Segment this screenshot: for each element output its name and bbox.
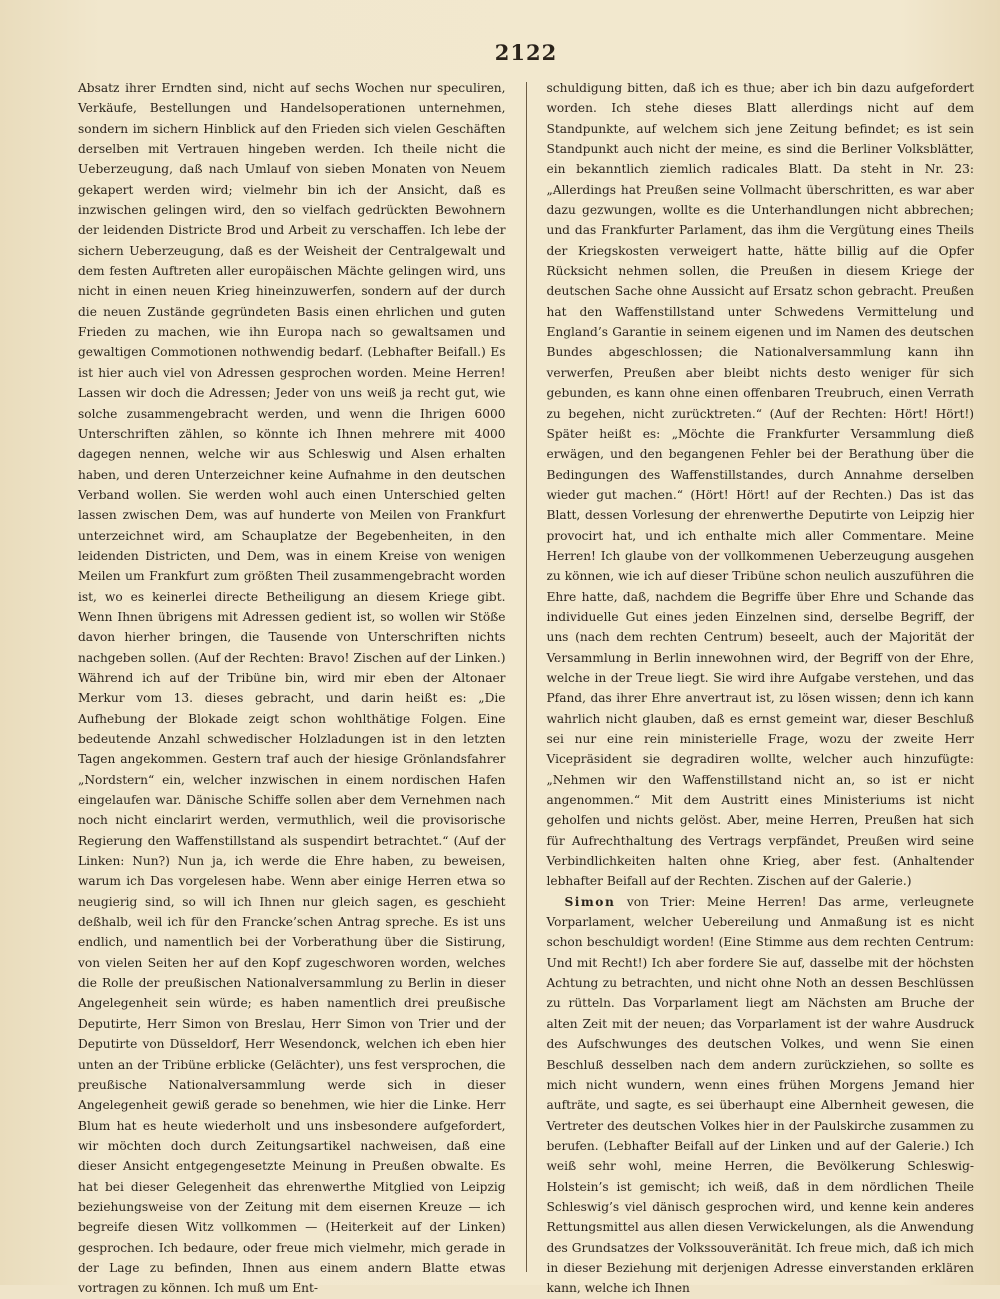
page-number: 2122 [494,40,558,65]
left-column [78,78,506,1296]
speaker-speech: von Trier: Meine Herren! Das arme, verleugnete Vorparlament, welcher Uebereilung und Anmaßung ist es nicht schon beschuldigt worden! (Eine Stimme aus dem rechten Centrum: Und mit Recht!) Ich aber fordere Sie auf, dasselbe mit der höchsten Achtung zu betrachten, und nicht ohne Noth an dessen Beschlüssen zu rütteln. Das Vorparlament liegt am Nächsten am Bruche der alten Zeit mit der neuen; das Vorparlament ist der wahre Ausdruck des Aufschwunges des deutschen Volkes, und wenn Sie einen Beschluß desselben nach dem andern zurückziehen, so sollte es mich nicht wundern, wenn eines frühen Morgens Jemand hier aufträte, und sagte, es sei überhaupt eine Albernheit gewesen, die Vertreter des deutschen Volkes hier in der Paulskirche zusammen zu berufen. (Lebhafter Beifall auf der Linken und auf der Galerie.) Ich weiß sehr wohl, meine Herren, die Bevölkerung Schleswig-Holstein’s ist gemischt; ich weiß, daß in dem nördlichen Theile Schleswig’s viel dänisch gesprochen wird, und kenne kein anderes Rettungsmittel aus allen diesen Verwickelungen, als die Anwendung des Grundsatzes der Volkssouveränität. Ich freue mich, daß ich mich in dieser Beziehung mit derjenigen Adresse einverstanden erklären kann, welche ich Ihnen [546,894,974,1296]
right-paragraph-1: schuldigung bitten, daß ich es thue; aber ich bin dazu aufgefordert worden. Ich stehe dieses Blatt allerdings nicht auf dem Standpunkte, auf welchem sich jene Zeitung befindet; es ist sein Standpunkt auch nicht der meine, es sind die Berliner Volksblätter, ein bekanntlich ziemlich radicales Blatt. Da steht in Nr. 23: „Allerdings hat Preußen seine Vollmacht überschritten, es war aber dazu gezwungen, wollte es die Unterhandlungen nicht abbrechen; und das Frankfurter Parlament, das ihm die Vergütung eines Theils der Kriegskosten verweigert hatte, hätte billig auf die Opfer Rücksicht nehmen sollen, die Preußen in diesem Kriege der deutschen Sache ohne Aussicht auf Ersatz schon gebracht. Preußen hat den Waffenstillstand unter Schwedens Vermittelung und England’s Garantie in seinem eigenen und im Namen des deutschen Bundes abgeschlossen; die Nationalversammlung kann ihn verwerfen, Preußen aber bleibt nichts desto weniger für sich gebunden, es kann ohne einen offenbaren Treubruch, einen Verrath zu begehen, nicht zurücktreten.“ (Auf der Rechten: Hört! Hört!) Später heißt es: „Möchte die Frankfurter Versammlung dieß erwägen, und den begangenen Fehler bei der Berathung über die Bedingungen des Waffenstillstandes, durch Annahme derselben wieder gut machen.“ (Hört! Hört! auf der Rechten.) Das ist das Blatt, dessen Vorlesung der ehrenwerthe Deputirte von Leipzig hier provocirt hat, und ich enthalte mich aller Commentare. Meine Herren! Ich glaube von der vollkommenen Ueberzeugung ausgehen zu können, wie ich auf dieser Tribüne schon neulich auszuführen die Ehre hatte, daß, nachdem die Begriffe über Ehre und Schande das individuelle Gut eines jeden Einzelnen sind, derselbe Begriff, der uns (nach dem rechten Centrum) beseelt, auch der Majorität der Versammlung in Berlin innewohnen wird, der Begriff von der Ehre, welche in der Treue liegt. Sie wird ihre Aufgabe verstehen, und das Pfand, das ihrer Ehre anvertraut ist, zu lösen wissen; denn ich kann wahrlich nicht glauben, daß es ernst gemeint war, dieser Beschluß sei nur eine rein ministerielle Frage, wozu der zweite Herr Vicepräsident sie degradiren wollte, welcher auch hinzufügte: „Nehmen wir den Waffenstillstand nicht an, so ist er nicht angenommen.“ Mit dem Austritt eines Ministeriums ist nicht geholfen und nichts gelöst. Aber, meine Herren, Preußen hat sich für Aufrechthaltung des Vertrags verpfändet, Preußen wird seine Verbindlichkeiten halten ohne Krieg, aber fest. (Anhaltender lebhafter Beifall auf der Rechten. Zischen auf der Galerie.) [546,81,974,889]
text-columns [78,78,974,1296]
column-divider [526,82,527,1272]
right-column [546,78,974,1296]
speaker-name: Simon [564,894,616,909]
right-paragraph-2 [546,892,974,1299]
left-paragraph-1: Absatz ihrer Erndten sind, nicht auf sechs Wochen nur speculiren, Verkäufe, Bestellungen und Handelsoperationen unternehmen, sondern im sichern Hinblick auf den Frieden sich vielen Geschäften derselben mit Vertrauen hingeben werden. Ich theile nicht die Ueberzeugung, daß nach Umlauf von sieben Monaten von Neuem gekapert werden wird; vielmehr bin ich der Ansicht, daß es inzwischen gelingen wird, den so vielfach gedrückten Bewohnern der leidenden Districte Brod und Arbeit zu verschaffen. Ich lebe der sichern Ueberzeugung, daß es der Weisheit der Centralgewalt und dem festen Auftreten aller europäischen Mächte gelingen wird, uns nicht in einen neuen Krieg hineinzuwerfen, sondern auf der durch die neuen Zustände gegründeten Basis einen ehrlichen und guten Frieden zu machen, wie ihn Europa nach so gewaltsamen und gewaltigen Commotionen nothwendig bedarf. (Lebhafter Beifall.) Es ist hier auch viel von Adressen gesprochen worden. Meine Herren! Lassen wir doch die Adressen; Jeder von uns weiß ja recht gut, wie solche zusammengebracht werden, und wenn die Ihrigen 6000 Unterschriften zählen, so könnte ich Ihnen mehrere mit 4000 dagegen nennen, welche wir aus Schleswig und Alsen erhalten haben, und deren Unterzeichner keine Aufnahme in den deutschen Verband wollen. Sie werden wohl auch einen Unterschied gelten lassen zwischen Dem, was auf hunderte von Meilen von Frankfurt unterzeichnet wird, am Schauplatze der Begebenheiten, in den leidenden Districten, und Dem, was in einem Kreise von wenigen Meilen um Frankfurt zum größten Theil zusammengebracht worden ist, wo es keinerlei directe Betheiligung an diesem Kriege gibt. Wenn Ihnen übrigens mit Adressen gedient ist, so wollen wir Stöße davon hierher bringen, die Tausende von Unterschriften nichts nachgeben sollen. (Auf der Rechten: Bravo! Zischen auf der Linken.) Während ich auf der Tribüne bin, wird mir eben der Altonaer Merkur vom 13. dieses gebracht, und darin heißt es: „Die Aufhebung der Blokade zeigt schon wohlthätige Folgen. Eine bedeutende Anzahl schwedischer Holzladungen ist in den letzten Tagen angekommen. Gestern traf auch der hiesige Grönlandsfahrer „Nordstern“ ein, welcher inzwischen in einem nordischen Hafen eingelaufen war. Dänische Schiffe sollen aber dem Vernehmen nach noch nicht einclarirt werden, vermuthlich, weil die provisorische Regierung den Waffenstillstand als suspendirt betrachtet.“ (Auf der Linken: Nun?) Nun ja, ich werde die Ehre haben, zu beweisen, warum ich Das vorgelesen habe. Wenn aber einige Herren etwa so neugierig sind, so will ich Ihnen nur gleich sagen, es geschieht deßhalb, weil ich für den Francke’schen Antrag spreche. Es ist uns endlich, und namentlich bei der Vorberathung über die Sistirung, von vielen Seiten her auf den Kopf zugeschworen worden, welches die Rolle der preußischen Nationalversammlung zu Berlin in dieser Angelegenheit sein würde; es haben namentlich drei preußische Deputirte, Herr Simon von Breslau, Herr Simon von Trier und der Deputirte von Düsseldorf, Herr Wesendonck, welchen ich eben hier unten an der Tribüne erblicke (Gelächter), uns fest versprochen, die preußische Nationalversammlung werde sich in dieser Angelegenheit gewiß gerade so benehmen, wie hier die Linke. Herr Blum hat es heute wiederholt und uns insbesondere aufgefordert, wir möchten doch durch Zeitungsartikel nachweisen, daß eine dieser Ansicht entgegengesetzte Meinung in Preußen obwalte. Es hat bei dieser Gelegenheit das ehrenwerthe Mitglied von Leipzig beziehungsweise von der Zeitung mit dem eisernen Kreuze — ich begreife diesen Witz vollkommen — (Heiterkeit auf der Linken) gesprochen. Ich bedaure, oder freue mich vielmehr, mich gerade in der Lage zu befinden, Ihnen aus einem andern Blatte etwas vortragen zu können. Ich muß um Ent- [78,81,506,1296]
